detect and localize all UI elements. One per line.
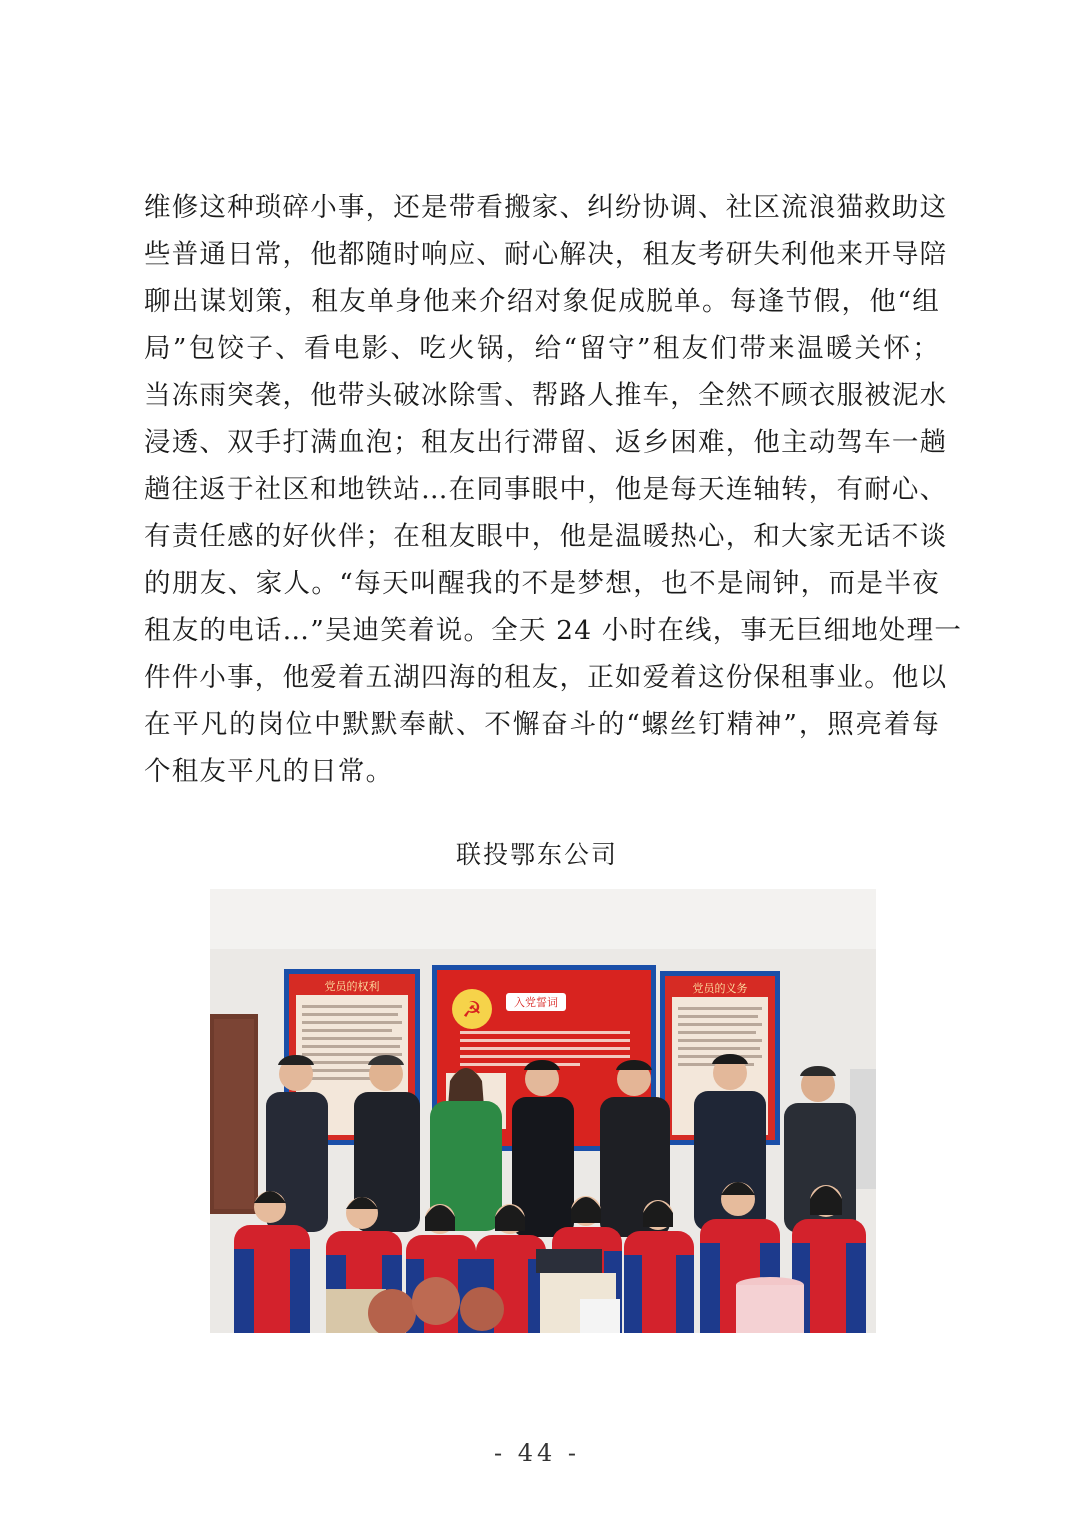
body-line: 在平凡的岗位中默默奉献、不懈奋斗的“螺丝钉精神”，照亮着每 bbox=[144, 709, 940, 740]
group-photo bbox=[210, 889, 876, 1333]
page-number: - 44 - bbox=[493, 1439, 580, 1467]
svg-text:☭: ☭ bbox=[462, 998, 482, 1023]
body-line: 维修这种琐碎小事，还是带看搬家、纠纷协调、社区流浪猫救助这 bbox=[144, 192, 948, 223]
svg-text:党员的权利: 党员的权利 bbox=[324, 980, 380, 993]
svg-text:入党誓词: 入党誓词 bbox=[514, 996, 558, 1009]
body-line: 些普通日常，他都随时响应、耐心解决，租友考研失利他来开导陪 bbox=[144, 239, 948, 270]
svg-text:党员的义务: 党员的义务 bbox=[692, 982, 748, 995]
body-line: 个租友平凡的日常。 bbox=[144, 756, 394, 787]
body-line: 趟往返于社区和地铁站…在同事眼中，他是每天连轴转，有耐心、 bbox=[144, 474, 948, 505]
body-line: 浸透、双手打满血泡；租友出行滞留、返乡困难，他主动驾车一趟 bbox=[144, 427, 948, 458]
body-line: 局”包饺子、看电影、吃火锅，给“留守”租友们带来温暖关怀； bbox=[144, 333, 940, 364]
body-line: 租友的电话…”吴迪笑着说。全天 24 小时在线，事无巨细地处理一 bbox=[144, 615, 963, 646]
body-line: 有责任感的好伙伴；在租友眼中，他是温暖热心，和大家无话不谈 bbox=[144, 521, 948, 552]
body-line: 当冻雨突袭，他带头破冰除雪、帮路人推车，全然不顾衣服被泥水 bbox=[144, 380, 948, 411]
body-line: 聊出谋划策，租友单身他来介绍对象促成脱单。每逢节假，他“组 bbox=[144, 286, 940, 317]
photo-caption: 联投鄂东公司 bbox=[455, 840, 618, 869]
body-line: 件件小事，他爱着五湖四海的租友，正如爱着这份保租事业。他以 bbox=[144, 662, 948, 693]
body-line: 的朋友、家人。“每天叫醒我的不是梦想，也不是闹钟，而是半夜 bbox=[144, 568, 940, 599]
body-text bbox=[144, 184, 963, 795]
